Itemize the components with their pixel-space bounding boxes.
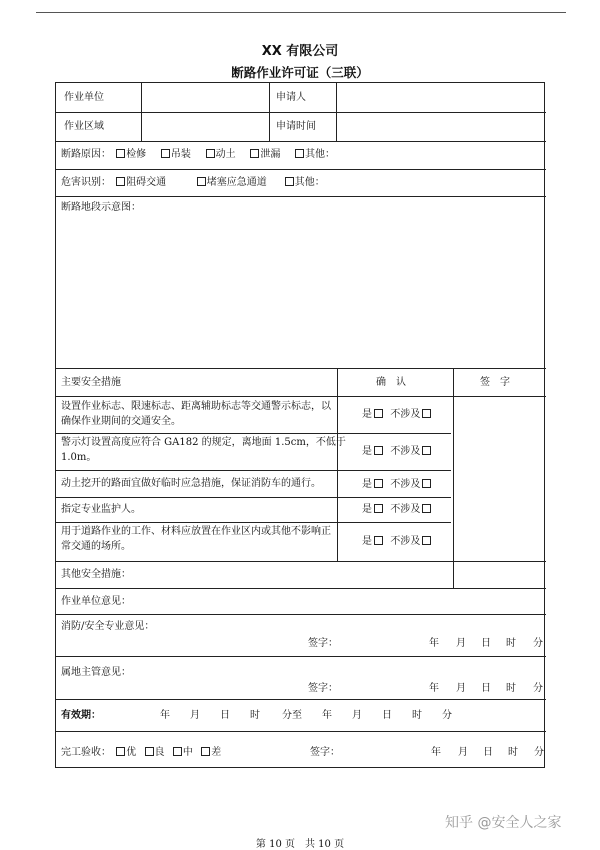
date-month: 月: [456, 638, 466, 649]
fire-opinion-label: 消防/安全专业意见：: [61, 621, 155, 632]
validity-to-day: 日: [382, 710, 392, 721]
checkbox[interactable]: [250, 149, 259, 158]
watermark: 知乎 @安全人之家: [445, 815, 562, 831]
hazard-option-other: 其他：: [294, 177, 325, 188]
validity-to-hour: 时: [412, 710, 422, 721]
reason-option-leak: 泄漏: [260, 149, 281, 160]
date-minute: 分: [533, 638, 543, 649]
date-day: 日: [481, 638, 491, 649]
date-hour: 时: [508, 747, 518, 758]
checkbox[interactable]: [374, 446, 383, 455]
measures-header: 主要安全措施: [61, 377, 121, 388]
checkbox[interactable]: [116, 149, 125, 158]
company-name: XX 有限公司: [261, 44, 339, 59]
date-year: 年: [429, 638, 439, 649]
checkbox[interactable]: [161, 149, 170, 158]
validity-label: 有效期：: [61, 710, 101, 721]
header-rule: [36, 12, 566, 13]
validity-from-to: 分至: [282, 710, 302, 721]
measure-item-2: [61, 437, 346, 464]
date-hour: 时: [506, 638, 516, 649]
validity-from-year: 年: [160, 710, 170, 721]
checkbox[interactable]: [374, 479, 383, 488]
grade-good: 良: [154, 747, 165, 758]
reason-option-earthwork: 动土: [215, 149, 236, 160]
checkbox[interactable]: [173, 747, 182, 756]
measure-item-3: 动土挖开的路面宜做好临时应急措施，保证消防车的通行。: [61, 478, 321, 489]
checkbox[interactable]: [422, 479, 431, 488]
checkbox[interactable]: [374, 536, 383, 545]
checkbox[interactable]: [422, 536, 431, 545]
checkbox[interactable]: [201, 747, 210, 756]
completion-label: 完工验收：: [61, 747, 111, 758]
completion-sign-label: 签字：: [310, 747, 340, 758]
date-day: 日: [483, 747, 493, 758]
date-hour: 时: [506, 683, 516, 694]
grade-medium: 中: [182, 747, 193, 758]
checkbox[interactable]: [116, 177, 125, 186]
checkbox[interactable]: [285, 177, 294, 186]
measure-text: 警示灯设置高度应符合 GA182 的规定，离地面 1.5cm，不低于: [61, 437, 346, 448]
local-sign-label: 签字：: [308, 683, 338, 694]
date-year: 年: [429, 683, 439, 694]
validity-to-month: 月: [352, 710, 362, 721]
checkbox[interactable]: [374, 504, 383, 513]
unit-label: 作业单位: [64, 92, 104, 103]
hazard-label: 危害识别：: [61, 177, 111, 188]
confirm-2: 是 不涉及: [362, 446, 432, 458]
checkbox[interactable]: [422, 504, 431, 513]
form-title: 断路作业许可证（三联）: [231, 65, 369, 80]
measure-text: 常交通的场所。: [61, 541, 131, 552]
sign-header: 签 字: [480, 377, 510, 388]
reason-option-other: 其他：: [305, 149, 336, 160]
completion-row: [61, 747, 221, 759]
date-year: 年: [431, 747, 441, 758]
validity-from-day: 日: [220, 710, 230, 721]
grade-excellent: 优: [126, 747, 137, 758]
validity-from-month: 月: [190, 710, 200, 721]
diagram-label: 断路地段示意图：: [61, 202, 141, 213]
validity-to-minute: 分: [442, 710, 452, 721]
measure-item-5: [61, 526, 331, 553]
applicant-label: 申请人: [276, 92, 306, 103]
fire-sign-label: 签字：: [308, 638, 338, 649]
checkbox[interactable]: [422, 409, 431, 418]
applicant-field[interactable]: [343, 87, 538, 107]
checkbox[interactable]: [145, 747, 154, 756]
unit-field[interactable]: [148, 87, 263, 107]
grade-poor: 差: [211, 747, 222, 758]
checkbox[interactable]: [374, 409, 383, 418]
date-month: 月: [458, 747, 468, 758]
validity-from-hour: 时: [250, 710, 260, 721]
checkbox[interactable]: [206, 149, 215, 158]
permit-form: [55, 82, 545, 768]
other-measures-label: 其他安全措施：: [61, 569, 131, 580]
confirm-header: 确 认: [376, 377, 406, 388]
confirm-4: 是 不涉及: [362, 504, 432, 516]
checkbox[interactable]: [295, 149, 304, 158]
reason-option-lifting: 吊装: [170, 149, 191, 160]
checkbox[interactable]: [197, 177, 206, 186]
reason-label: 断路原因：: [61, 149, 111, 160]
hazard-option-exit: 堵塞应急通道: [206, 177, 267, 188]
area-label: 作业区域: [64, 121, 104, 132]
confirm-5: 是 不涉及: [362, 536, 432, 548]
measure-item-4: 指定专业监护人。: [61, 504, 141, 515]
date-day: 日: [481, 683, 491, 694]
hazard-option-traffic: 阻碍交通: [126, 177, 167, 188]
measure-text: 确保作业期间的交通安全。: [61, 416, 181, 427]
confirm-3: 是 不涉及: [362, 479, 432, 491]
checkbox[interactable]: [422, 446, 431, 455]
checkbox[interactable]: [116, 747, 125, 756]
reason-row: [61, 149, 335, 161]
page-number: 第 10 页 共 10 页: [255, 839, 345, 850]
apply-time-label: 申请时间: [276, 121, 316, 132]
date-month: 月: [456, 683, 466, 694]
unit-opinion-label: 作业单位意见：: [61, 596, 131, 607]
hazard-row: [61, 177, 325, 189]
validity-to-year: 年: [322, 710, 332, 721]
local-opinion-label: 属地主管意见：: [61, 667, 131, 678]
date-minute: 分: [533, 683, 543, 694]
reason-option-repair: 检修: [126, 149, 147, 160]
confirm-1: 是 不涉及: [362, 409, 432, 421]
measure-item-1: [61, 401, 331, 428]
measure-text: 用于道路作业的工作、材料应放置在作业区内或其他不影响正: [61, 526, 331, 537]
date-minute: 分: [534, 747, 544, 758]
measure-text: 1.0m。: [61, 452, 97, 463]
measure-text: 设置作业标志、限速标志、距离辅助标志等交通警示标志，以: [61, 401, 331, 412]
